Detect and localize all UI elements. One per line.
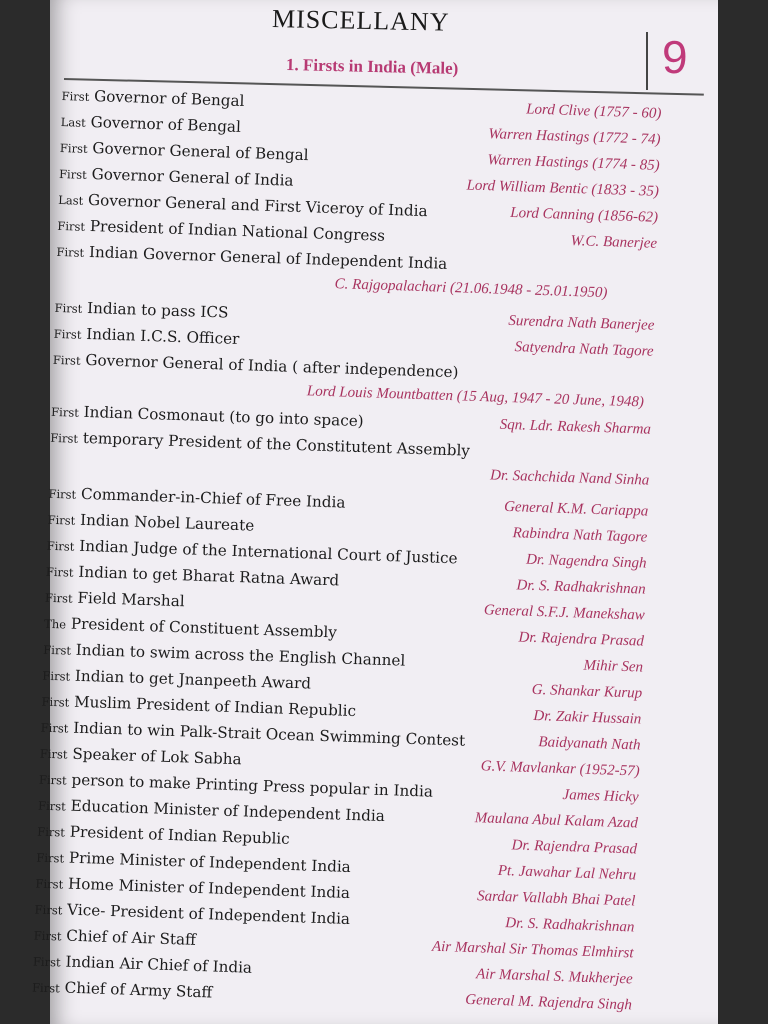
- entry-name: Rabindra Nath Tagore: [512, 525, 648, 546]
- entry-text: Home Minister of Independent India: [67, 874, 351, 902]
- entry-name: Baidyanath Nath: [538, 734, 641, 754]
- entry-text: Governor General of India ( after independence): [85, 350, 459, 382]
- entry-text: Indian to get Jnanpeeth Award: [74, 666, 312, 693]
- entry-name: Air Marshal S. Mukherjee: [475, 966, 633, 988]
- entry-text: Indian Nobel Laureate: [79, 510, 255, 535]
- entry-name: Dr. Zakir Hussain: [533, 707, 642, 728]
- entry-name: Dr. Rajendra Prasad: [511, 837, 638, 858]
- entry-name: Satyendra Nath Tagore: [514, 339, 654, 360]
- entry-text: temporary President of the Constitutent Assembly: [82, 428, 471, 460]
- entry-prefix: First: [44, 590, 73, 606]
- entry-name: Dr. Rajendra Prasad: [518, 629, 645, 650]
- entry-prefix: First: [42, 668, 71, 684]
- entry-text: Governor General and First Viceroy of India: [87, 190, 428, 221]
- section-title: 1. Firsts in India (Male): [285, 55, 459, 78]
- entry-prefix: First: [54, 300, 83, 316]
- entry-text: Governor General of India: [91, 165, 294, 190]
- entry-text: person to make Printing Press popular in India: [71, 770, 434, 801]
- header-divider-vertical: [646, 32, 648, 90]
- entry-prefix: Last: [57, 192, 84, 208]
- entry-label: [61, 86, 244, 110]
- entry-text: Indian Governor General of Independent India: [88, 242, 448, 273]
- entry-text: Vice- President of Independent India: [66, 900, 351, 929]
- entry-text: Commander-in-Chief of Free India: [80, 484, 346, 512]
- entry-name: Sqn. Ldr. Rakesh Sharma: [499, 416, 652, 438]
- entry-text: Field Marshal: [77, 588, 185, 611]
- entry-text: Chief of Air Staff: [66, 926, 197, 949]
- entry-prefix: First: [53, 326, 82, 342]
- entry-prefix: First: [50, 430, 79, 446]
- entry-text: President of Indian Republic: [69, 822, 291, 848]
- entry-name: Maulana Abul Kalam Azad: [474, 810, 639, 832]
- entry-name: Air Marshal Sir Thomas Elmhirst: [431, 938, 634, 962]
- entry-prefix: First: [41, 694, 70, 710]
- entry-prefix: First: [32, 954, 61, 970]
- entry-prefix: First: [50, 404, 80, 420]
- entry-text: Indian Cosmonaut (to go into space): [83, 402, 364, 431]
- entry-name: Lord Canning (1856-62): [509, 204, 659, 226]
- entry-prefix: First: [46, 538, 75, 554]
- entry-name: G.V. Mavlankar (1952-57): [480, 758, 640, 780]
- entry-name: W.C. Banerjee: [570, 232, 658, 252]
- entry-name: Lord Clive (1757 - 60): [525, 101, 662, 122]
- entry-name: Warren Hastings (1774 - 85): [487, 152, 660, 174]
- entry-text: Chief of Army Staff: [64, 978, 213, 1002]
- entry-prefix: First: [43, 642, 72, 658]
- entry-name: Lord William Bentic (1833 - 35): [466, 177, 660, 200]
- entry-name: General S.F.J. Manekshaw: [483, 602, 646, 624]
- chapter-title: MISCELLANY: [271, 4, 450, 37]
- entry-label: [54, 298, 228, 322]
- entry-name: Sardar Vallabh Bhai Patel: [476, 888, 636, 910]
- entry-text: President of Constituent Assembly: [70, 614, 338, 642]
- entry-text: Muslim President of Indian Republic: [73, 692, 357, 721]
- entry-prefix: Last: [60, 114, 87, 130]
- entry-prefix: First: [39, 746, 68, 762]
- entry-prefix: First: [40, 720, 69, 736]
- entry-text: Governor of Bengal: [90, 112, 242, 136]
- entry-prefix: First: [35, 876, 64, 892]
- page-number: 9: [662, 31, 688, 83]
- entry-prefix: First: [38, 772, 67, 788]
- entry-prefix: First: [52, 352, 81, 368]
- entry-name: Mihir Sen: [583, 657, 644, 676]
- entry-name: G. Shankar Kurup: [531, 681, 643, 702]
- entry-name: General K.M. Cariappa: [503, 498, 649, 520]
- entry-text: Indian to pass ICS: [86, 298, 229, 322]
- entry-prefix: First: [45, 564, 74, 580]
- entry-text: Prime Minister of Independent India: [68, 848, 352, 876]
- entry-prefix: First: [47, 512, 76, 528]
- book-page: [31, 0, 718, 1024]
- entry-text: Speaker of Lok Sabha: [72, 744, 242, 769]
- entry-text: Education Minister of Independent India: [70, 796, 386, 826]
- entry-text: Indian to win Palk-Strait Ocean Swimming Contest: [72, 718, 466, 750]
- entries-list: [32, 86, 662, 1023]
- entry-name: Dr. Sachchida Nand Sinha: [489, 467, 650, 489]
- entry-text: Indian Judge of the International Court of Justice: [78, 536, 458, 568]
- entry-prefix: First: [34, 902, 63, 918]
- entry-prefix: First: [33, 928, 62, 944]
- entry-prefix: First: [59, 140, 88, 156]
- entry-prefix: First: [37, 824, 66, 840]
- entry-name: Lord Louis Mountbatten (15 Aug, 1947 - 20 June, 1948): [306, 383, 645, 411]
- entry-name: General M. Rajendra Singh: [465, 991, 633, 1014]
- entry-prefix: First: [37, 798, 67, 814]
- entry-name: C. Rajgopalachari (21.06.1948 - 25.01.1950): [334, 276, 608, 302]
- entry-name: Surendra Nath Banerjee: [508, 312, 655, 334]
- entry-name: Dr. S. Radhakrishnan: [505, 915, 635, 936]
- entry-prefix: First: [58, 166, 87, 182]
- entry-prefix: First: [57, 218, 86, 234]
- entry-text: Indian to get Bharat Ratna Award: [78, 562, 340, 590]
- entry-text: President of Indian National Congress: [89, 217, 386, 245]
- entry-text: Governor of Bengal: [93, 87, 245, 111]
- entry-prefix: The: [43, 616, 67, 632]
- entry-text: Indian I.C.S. Officer: [86, 324, 240, 349]
- entry-text: Indian to swim across the English Channel: [75, 640, 406, 670]
- entry-name: Pt. Jawahar Lal Nehru: [497, 862, 637, 884]
- entry-name: Dr. Nagendra Singh: [525, 551, 647, 572]
- entry-text: Governor General of Bengal: [92, 139, 309, 165]
- entry-name: Dr. S. Radhakrishnan: [516, 577, 646, 598]
- entry-name: James Hicky: [562, 786, 639, 806]
- entry-prefix: First: [56, 244, 85, 260]
- entry-prefix: First: [36, 850, 65, 866]
- entry-name: Warren Hastings (1772 - 74): [488, 126, 661, 148]
- entry-prefix: First: [48, 486, 77, 502]
- entry-prefix: First: [61, 88, 90, 104]
- entry-text: Indian Air Chief of India: [65, 952, 253, 977]
- entry-label: [45, 588, 185, 611]
- entry-prefix: First: [31, 980, 60, 996]
